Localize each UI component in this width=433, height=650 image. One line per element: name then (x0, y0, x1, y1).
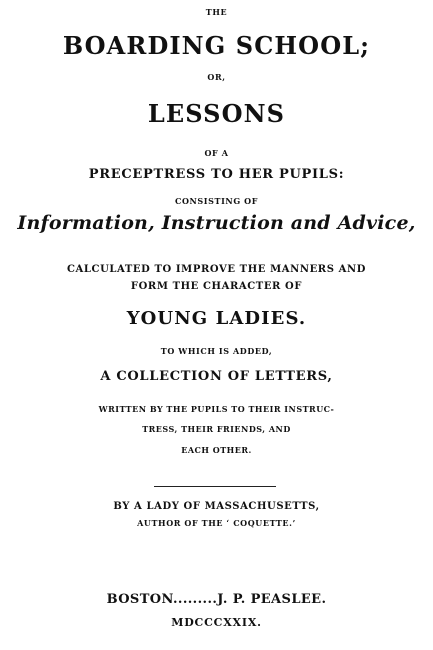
preceptress-line: PRECEPTRESS TO HER PUPILS: (88, 167, 345, 182)
year-line: MDCCCXXIX. (171, 616, 262, 629)
line-the: THE (205, 7, 228, 17)
calculated-line-2: FORM THE CHARACTER OF (130, 281, 303, 292)
consisting-line: CONSISTING OF (174, 196, 259, 206)
line-of-a: OF A (204, 148, 229, 158)
to-which-line: TO WHICH IS ADDED, (160, 346, 273, 356)
author-line-1: BY A LADY OF MASSACHUSETTS, (113, 501, 320, 512)
young-ladies-line: YOUNG LADIES. (126, 308, 307, 329)
information-line: Information, Instruction and Advice, (17, 212, 416, 234)
imprint-line: BOSTON.........J. P. PEASLEE. (106, 592, 327, 607)
calculated-line-1: CALCULATED TO IMPROVE THE MANNERS AND (66, 264, 366, 275)
collection-line: A COLLECTION OF LETTERS, (100, 369, 333, 384)
lessons-title: LESSONS (147, 99, 286, 128)
line-or: OR, (207, 72, 226, 82)
written-line-3: EACH OTHER. (181, 445, 252, 455)
written-line-2: TRESS, THEIR FRIENDS, AND (142, 424, 291, 434)
author-line-2: AUTHOR OF THE ‘ COQUETTE.’ (137, 518, 296, 528)
book-title: BOARDING SCHOOL; (62, 31, 371, 60)
section-rule (154, 486, 276, 487)
written-line-1: WRITTEN BY THE PUPILS TO THEIR INSTRUC- (98, 404, 335, 414)
